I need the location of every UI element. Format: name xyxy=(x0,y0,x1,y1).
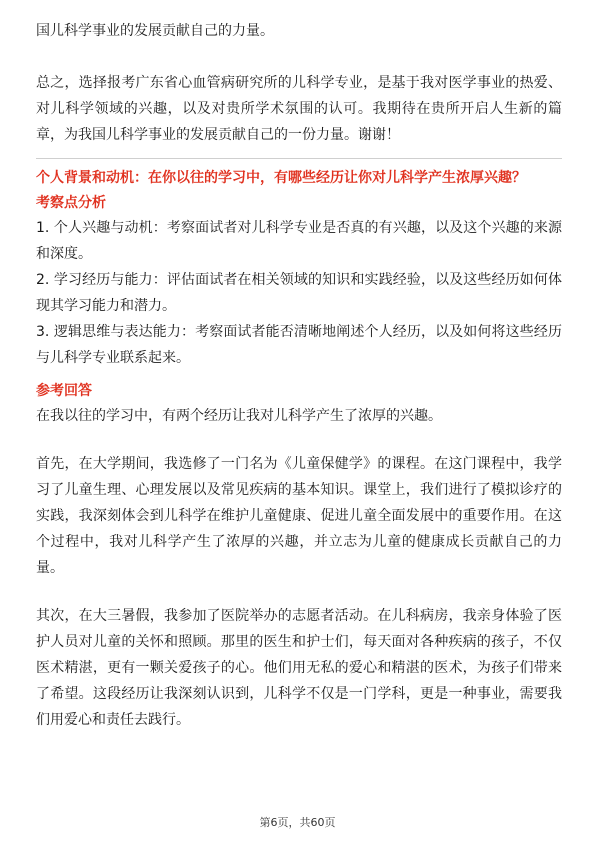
question-title: 个人背景和动机：在你以往的学习中，有哪些经历让你对儿科学产生浓厚兴趣？ xyxy=(36,170,526,186)
analysis-point: 2. 学习经历与能力：评估面试者在相关领域的知识和实践经验，以及这些经历如何体现其学习能力和潜力。 xyxy=(36,272,562,314)
answer-paragraph: 在我以往的学习中，有两个经历让我对儿科学产生了浓厚的兴趣。 xyxy=(36,408,442,424)
answer-heading: 参考回答 xyxy=(36,383,92,399)
answer-paragraph: 首先，在大学期间，我选修了一门名为《儿童保健学》的课程。在这门课程中，我学习了儿童生理、心理发展以及常见疾病的基本知识。课堂上，我们进行了模拟诊疗的实践，我深刻体会到儿科学在维护儿童健康、促进儿童全面发展中的重要作用。在这个过程中，我对儿科学产生了浓厚的兴趣，并立志为儿童的健康成长贡献自己的力量。 xyxy=(36,456,562,576)
conclusion-paragraph: 总之，选择报考广东省心血管病研究所的儿科学专业，是基于我对医学事业的热爱、对儿科学领域的兴趣，以及对贵所学术氛围的认可。我期待在贵所开启人生新的篇章，为我国儿科学事业的发展贡献自己的一份力量。谢谢！ xyxy=(36,75,562,143)
page-content xyxy=(36,18,562,733)
analysis-point: 1. 个人兴趣与动机：考察面试者对儿科学专业是否真的有兴趣，以及这个兴趣的来源和深度。 xyxy=(36,220,562,262)
section-divider xyxy=(36,158,562,159)
analysis-point: 3. 逻辑思维与表达能力：考察面试者能否清晰地阐述个人经历，以及如何将这些经历与儿科学专业联系起来。 xyxy=(36,324,562,366)
answer-paragraph: 其次，在大三暑假，我参加了医院举办的志愿者活动。在儿科病房，我亲身体验了医护人员对儿童的关怀和照顾。那里的医生和护士们，每天面对各种疾病的孩子，不仅医术精湛，更有一颗关爱孩子的心。他们用无私的爱心和精湛的医术，为孩子们带来了希望。这段经历让我深刻认识到，儿科学不仅是一门学科，更是一种事业，需要我们用爱心和责任去践行。 xyxy=(36,608,562,728)
continued-paragraph: 国儿科学事业的发展贡献自己的力量。 xyxy=(36,23,274,39)
analysis-heading: 考察点分析 xyxy=(36,195,106,211)
page-number: 第6页，共60页 xyxy=(259,816,336,829)
